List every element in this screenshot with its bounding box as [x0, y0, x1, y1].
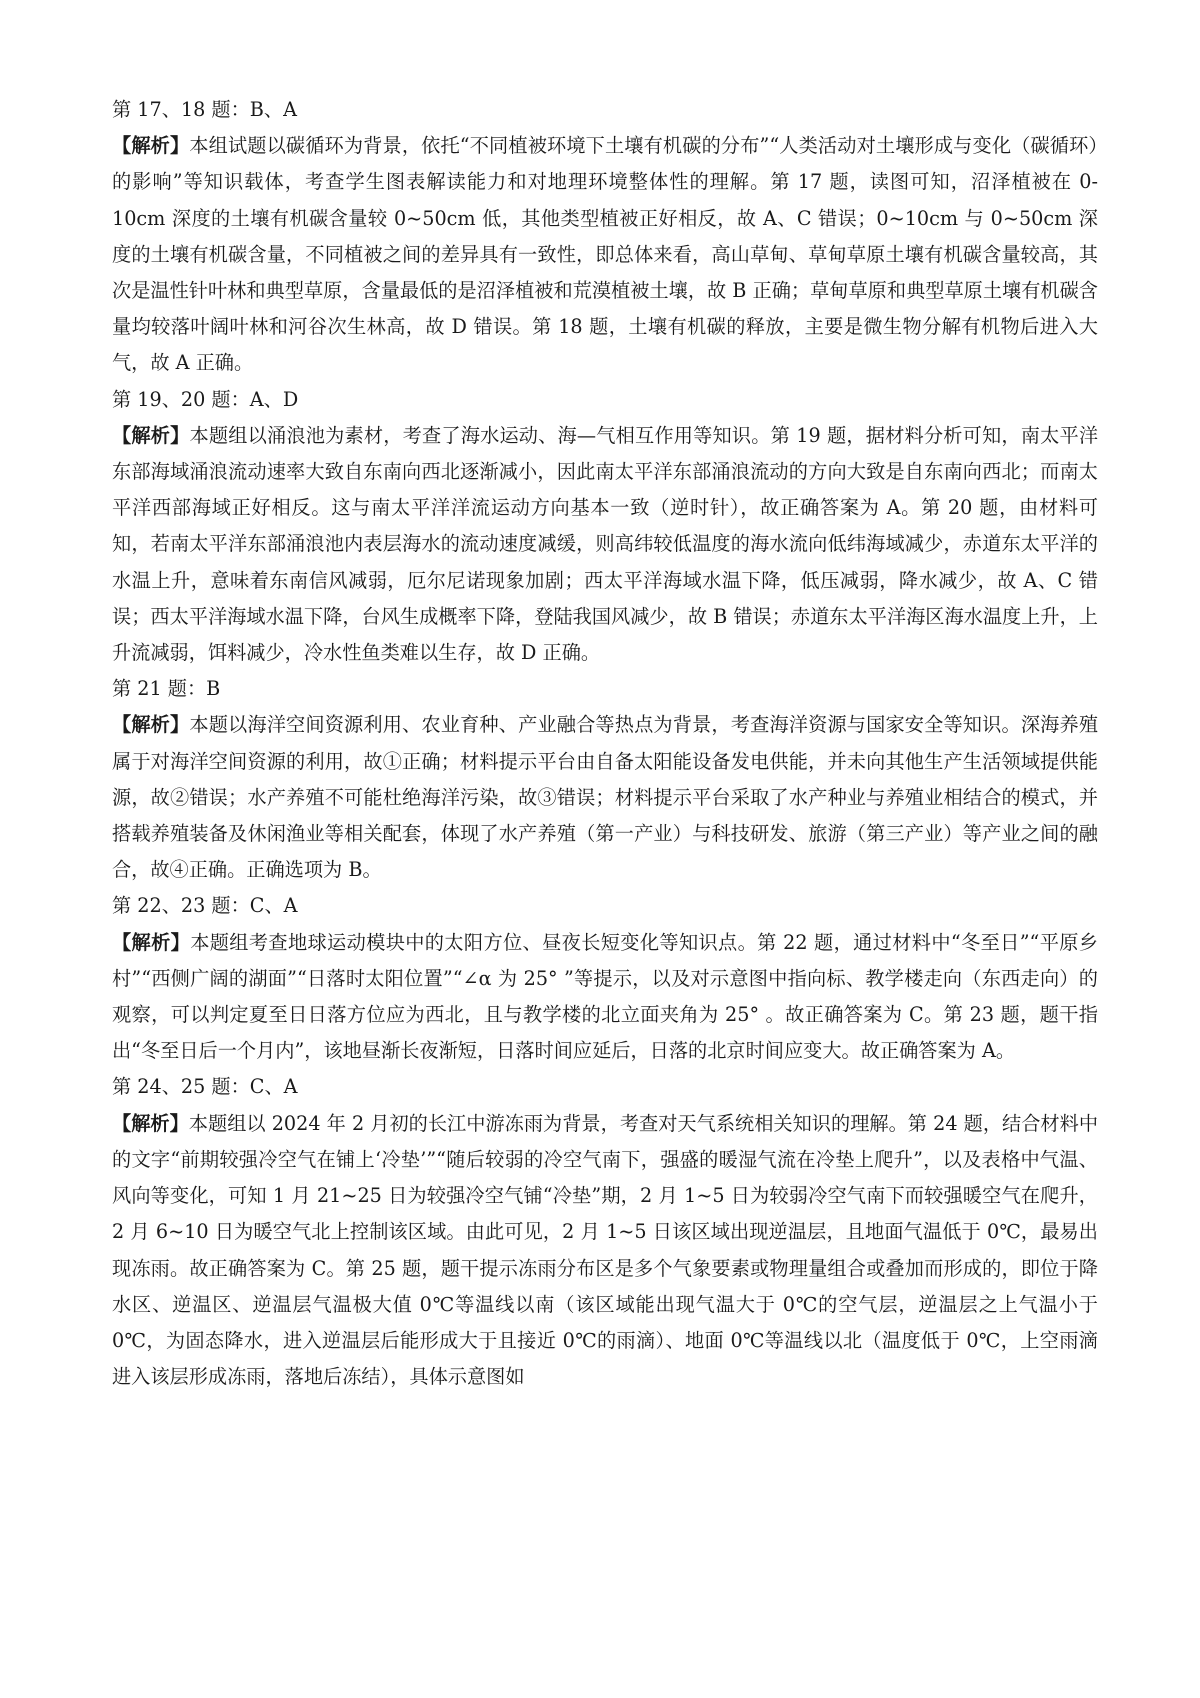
answer-heading: 第 21 题：B: [112, 677, 221, 701]
analysis-tag: 【解析】: [112, 134, 190, 158]
explanation-paragraph: [112, 1106, 1098, 1396]
explanation-text: 本题组以涌浪池为素材，考查了海水运动、海—气相互作用等知识。第 19 题，据材料分析可知，南太平洋东部海域涌浪流动速率大致自东南向西北逐渐减小，因此南太平洋东部涌浪流动的方向大致是自东南向西北；而南太平洋西部海域正好相反。这与南太平洋洋流运动方向基本一致（逆时针），故正确答案为 A。第 20 题，由材料可知，若南太平洋东部涌浪池内表层海水的流动速度减缓，则高纬较低温度的海水流向低纬海域减少，赤道东太平洋的水温上升，意味着东南信风减弱，厄尔尼诺现象加剧；西太平洋海域水温下降，低压减弱，降水减少，故 A、C 错误；西太平洋海域水温下降，台风生成概率下降，登陆我国风减少，故 B 错误；赤道东太平洋海区海水温度上升，上升流减弱，饵料减少，冷水性鱼类难以生存，故 D 正确。: [112, 423, 1099, 665]
answer-heading: 第 19、20 题：A、D: [112, 387, 299, 411]
section-19-20: [112, 382, 1098, 672]
answer-explanation-page: [112, 92, 1098, 1395]
section-17-18: [112, 92, 1098, 382]
answer-heading: 第 22、23 题：C、A: [112, 894, 298, 918]
answer-heading: 第 24、25 题：C、A: [112, 1075, 298, 1099]
explanation-paragraph: [112, 418, 1098, 671]
section-22-23: [112, 888, 1098, 1069]
analysis-tag: 【解析】: [112, 423, 190, 447]
section-21: [112, 671, 1098, 888]
analysis-tag: 【解析】: [112, 713, 190, 737]
explanation-paragraph: [112, 707, 1098, 888]
analysis-tag: 【解析】: [112, 1111, 189, 1135]
explanation-text: 本题组考查地球运动模块中的太阳方位、昼夜长短变化等知识点。第 22 题，通过材料中“冬至日”“平原乡村”“西侧广阔的湖面”“日落时太阳位置”“∠α 为 25° ”等提示，以及对示意图中指向标、教学楼走向（东西走向）的观察，可以判定夏至日日落方位应为西北，且与教学楼的北立面夹角为 25° 。故正确答案为 C。第 23 题，题干指出“冬至日后一个月内”，该地昼渐长夜渐短，日落时间应延后，日落的北京时间应变大。故正确答案为 A。: [112, 930, 1098, 1063]
explanation-text: 本题以海洋空间资源利用、农业育种、产业融合等热点为背景，考查海洋资源与国家安全等知识。深海养殖属于对海洋空间资源的利用，故①正确；材料提示平台由自备太阳能设备发电供能，并未向其他生产生活领域提供能源，故②错误；水产养殖不可能杜绝海洋污染，故③错误；材料提示平台采取了水产种业与养殖业相结合的模式，并搭载养殖装备及休闲渔业等相关配套，体现了水产养殖（第一产业）与科技研发、旅游（第三产业）等产业之间的融合，故④正确。正确选项为 B。: [112, 713, 1099, 882]
explanation-text: 本组试题以碳循环为背景，依托“不同植被环境下土壤有机碳的分布”“人类活动对土壤形成与变化（碳循环）的影响”等知识载体，考查学生图表解读能力和对地理环境整体性的理解。第 17 题，读图可知，沼泽植被在 0-10cm 深度的土壤有机碳含量较 0~50cm 低，其他类型植被正好相反，故 A、C 错误；0~10cm 与 0~50cm 深度的土壤有机碳含量，不同植被之间的差异具有一致性，即总体来看，高山草甸、草甸草原土壤有机碳含量较高，其次是温性针叶林和典型草原，含量最低的是沼泽植被和荒漠植被土壤，故 B 正确；草甸草原和典型草原土壤有机碳含量均较落叶阔叶林和河谷次生林高，故 D 错误。第 18 题，土壤有机碳的释放，主要是微生物分解有机物后进入大气，故 A 正确。: [112, 134, 1099, 375]
answer-heading: 第 17、18 题：B、A: [112, 98, 297, 121]
analysis-tag: 【解析】: [112, 930, 191, 954]
explanation-paragraph: [112, 925, 1098, 1070]
section-24-25: [112, 1069, 1098, 1395]
explanation-text: 本题组以 2024 年 2 月初的长江中游冻雨为背景，考查对天气系统相关知识的理解。第 24 题，结合材料中的文字“前期较强冷空气在铺上‘冷垫’”“随后较弱的冷空气南下，强盛的暖湿气流在冷垫上爬升”，以及表格中气温、风向等变化，可知 1 月 21~25 日为较强冷空气铺“冷垫”期，2 月 1~5 日为较弱冷空气南下而较强暖空气在爬升，2 月 6~10 日为暖空气北上控制该区域。由此可见，2 月 1~5 日该区域出现逆温层，且地面气温低于 0℃，最易出现冻雨。故正确答案为 C。第 25 题，题干提示冻雨分布区是多个气象要素或物理量组合或叠加而形成的，即位于降水区、逆温区、逆温层气温极大值 0℃等温线以南（该区域能出现气温大于 0℃的空气层，逆温层之上气温小于 0℃，为固态降水，进入逆温层后能形成大于且接近 0℃的雨滴）、地面 0℃等温线以北（温度低于 0℃，上空雨滴进入该层形成冻雨，落地后冻结），具体示意图如: [112, 1111, 1099, 1389]
explanation-paragraph: [112, 128, 1098, 381]
